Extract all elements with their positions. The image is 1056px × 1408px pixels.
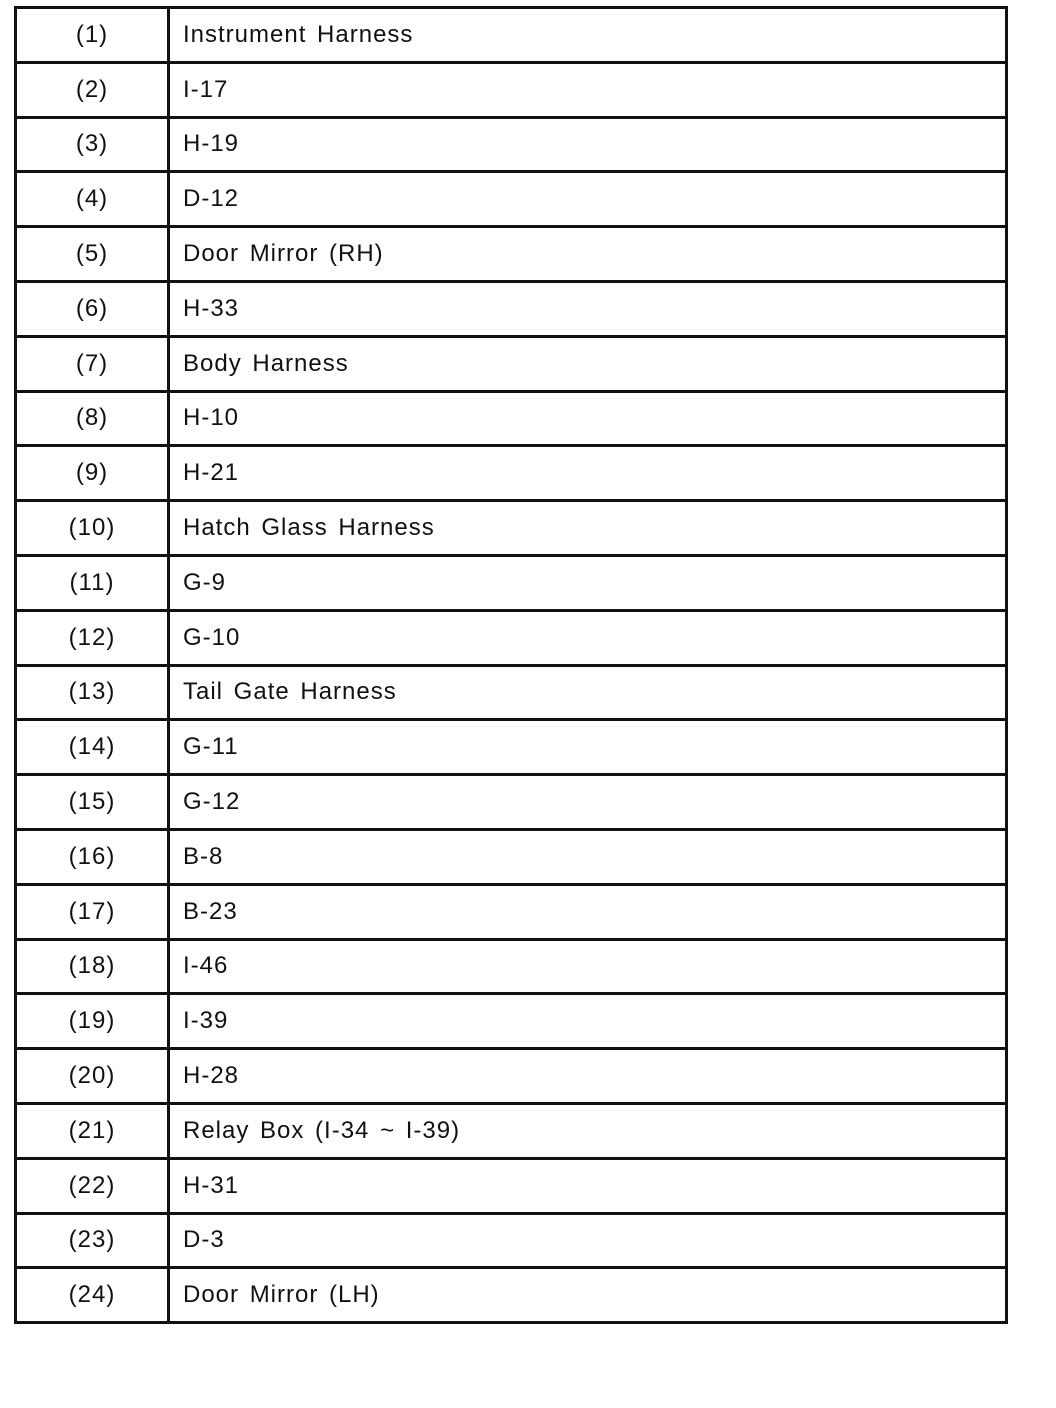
item-number: (18) <box>16 939 169 994</box>
table-row <box>16 8 1007 63</box>
table-row <box>16 665 1007 720</box>
table-row <box>16 117 1007 172</box>
item-label: H-10 <box>169 391 1007 446</box>
item-label: Instrument Harness <box>169 8 1007 63</box>
item-label: I-46 <box>169 939 1007 994</box>
item-label: G-10 <box>169 610 1007 665</box>
item-number: (5) <box>16 227 169 282</box>
table-row <box>16 939 1007 994</box>
item-label: I-39 <box>169 994 1007 1049</box>
item-label: H-21 <box>169 446 1007 501</box>
table-row <box>16 1213 1007 1268</box>
table-row <box>16 829 1007 884</box>
item-label: H-31 <box>169 1158 1007 1213</box>
item-number: (3) <box>16 117 169 172</box>
item-number: (21) <box>16 1103 169 1158</box>
item-number: (12) <box>16 610 169 665</box>
table-row <box>16 227 1007 282</box>
table-row <box>16 446 1007 501</box>
item-number: (20) <box>16 1049 169 1104</box>
item-number: (11) <box>16 555 169 610</box>
item-number: (16) <box>16 829 169 884</box>
table-row <box>16 1103 1007 1158</box>
item-label: B-8 <box>169 829 1007 884</box>
item-number: (8) <box>16 391 169 446</box>
item-number: (17) <box>16 884 169 939</box>
item-number: (23) <box>16 1213 169 1268</box>
item-label: Body Harness <box>169 336 1007 391</box>
item-label: G-9 <box>169 555 1007 610</box>
item-label: D-12 <box>169 172 1007 227</box>
item-label: Relay Box (I-34 ~ I-39) <box>169 1103 1007 1158</box>
item-number: (4) <box>16 172 169 227</box>
item-label: Door Mirror (RH) <box>169 227 1007 282</box>
item-number: (13) <box>16 665 169 720</box>
item-label: G-12 <box>169 775 1007 830</box>
item-label: H-28 <box>169 1049 1007 1104</box>
table-row <box>16 994 1007 1049</box>
table-row <box>16 172 1007 227</box>
table-row <box>16 62 1007 117</box>
item-number: (10) <box>16 501 169 556</box>
table-row <box>16 720 1007 775</box>
table-row <box>16 775 1007 830</box>
table-row <box>16 501 1007 556</box>
item-label: H-19 <box>169 117 1007 172</box>
table-row <box>16 1158 1007 1213</box>
item-label: Hatch Glass Harness <box>169 501 1007 556</box>
table-row <box>16 1049 1007 1104</box>
legend-table <box>14 6 1008 1324</box>
item-label: I-17 <box>169 62 1007 117</box>
item-number: (24) <box>16 1268 169 1323</box>
item-number: (14) <box>16 720 169 775</box>
table-row <box>16 336 1007 391</box>
item-number: (2) <box>16 62 169 117</box>
item-number: (9) <box>16 446 169 501</box>
table-row <box>16 281 1007 336</box>
item-label: H-33 <box>169 281 1007 336</box>
legend-table-body <box>16 8 1007 1323</box>
table-row <box>16 555 1007 610</box>
table-row <box>16 1268 1007 1323</box>
item-label: G-11 <box>169 720 1007 775</box>
item-label: Door Mirror (LH) <box>169 1268 1007 1323</box>
table-row <box>16 391 1007 446</box>
item-number: (1) <box>16 8 169 63</box>
item-number: (6) <box>16 281 169 336</box>
item-label: B-23 <box>169 884 1007 939</box>
item-number: (22) <box>16 1158 169 1213</box>
item-number: (7) <box>16 336 169 391</box>
table-row <box>16 884 1007 939</box>
item-number: (19) <box>16 994 169 1049</box>
item-number: (15) <box>16 775 169 830</box>
item-label: Tail Gate Harness <box>169 665 1007 720</box>
item-label: D-3 <box>169 1213 1007 1268</box>
table-row <box>16 610 1007 665</box>
